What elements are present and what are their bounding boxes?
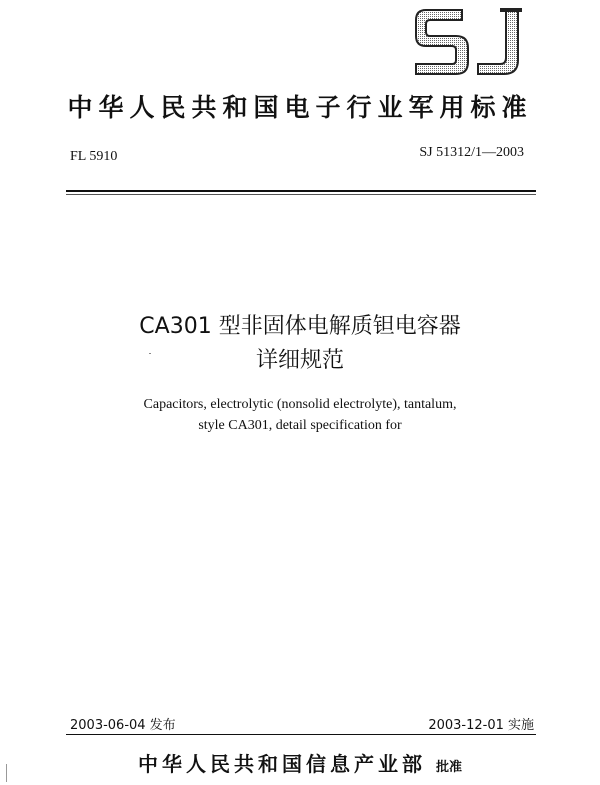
header-rule-thick — [66, 190, 536, 192]
document-title-en-line2: style CA301, detail specification for — [198, 418, 402, 433]
header-rule-thin — [66, 194, 536, 195]
implementation-date: 2003-12-01 实施 — [428, 718, 534, 733]
document-title-cn-line1: CA301 型非固体电解质钽电容器 — [139, 314, 461, 339]
scan-edge-mark — [6, 764, 7, 782]
sj-logo-icon — [412, 6, 524, 78]
footer-rule — [66, 734, 536, 735]
document-title-cn-line2: 详细规范 — [255, 348, 344, 373]
issue-date: 2003-06-04 发布 — [70, 718, 176, 733]
standard-title: 中华人民共和国电子行业军用标准 — [67, 93, 533, 122]
document-title-en-line1: Capacitors, electrolytic (nonsolid electrolyte), tantalum, — [143, 397, 457, 412]
standard-number: SJ 51312/1—2003 — [419, 145, 524, 160]
scan-speck — [149, 353, 151, 354]
approver-line — [0, 748, 600, 777]
approve-label: 批准 — [435, 760, 462, 775]
approving-authority: 中华人民共和国信息产业部 — [137, 752, 426, 776]
fl-classification-code: FL 5910 — [70, 149, 118, 164]
